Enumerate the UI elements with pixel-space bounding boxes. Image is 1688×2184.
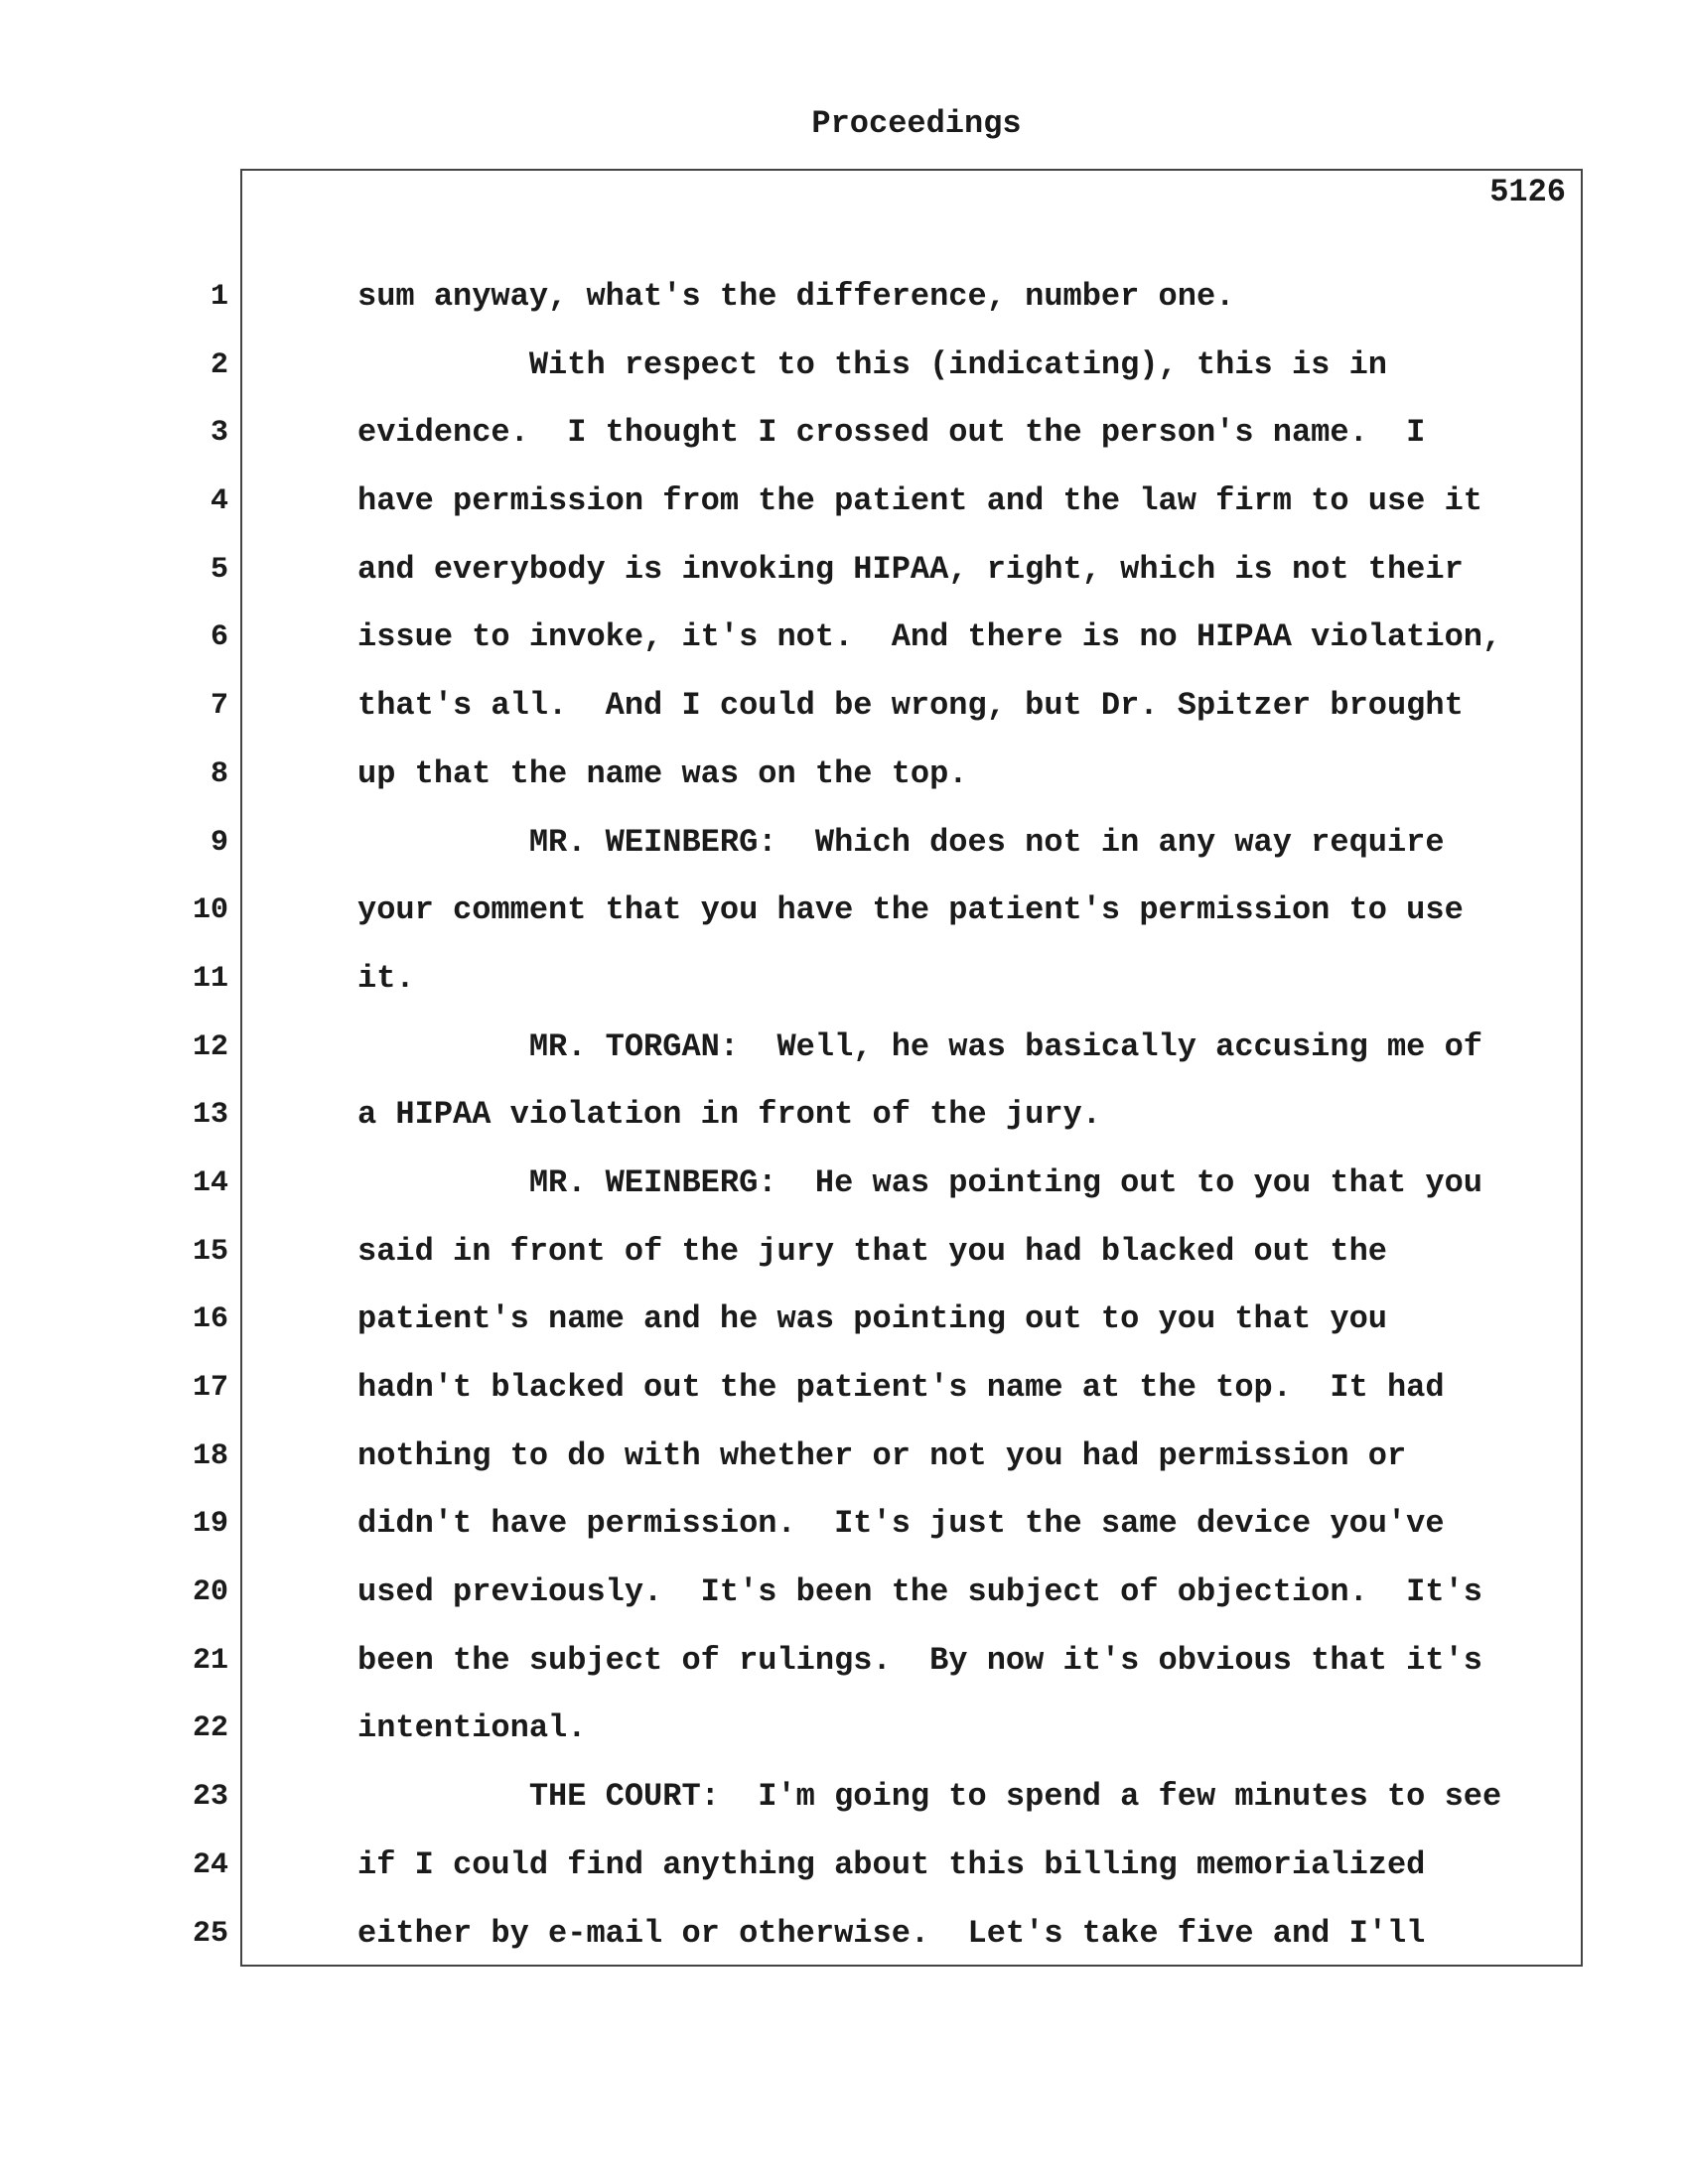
line-text: didn't have permission. It's just the same device you've	[357, 1505, 1445, 1543]
line-text: used previously. It's been the subject of objection. It's	[357, 1573, 1482, 1611]
page-number: 5126	[1489, 174, 1566, 210]
transcript-line	[0, 1087, 1688, 1156]
line-number: 19	[192, 1507, 228, 1542]
line-number: 17	[192, 1371, 228, 1405]
line-text: patient's name and he was pointing out to you that you	[357, 1300, 1387, 1338]
line-text: up that the name was on the top.	[357, 754, 968, 792]
line-number: 11	[192, 961, 228, 996]
line-number: 14	[192, 1165, 228, 1200]
transcript-line	[0, 1429, 1688, 1497]
line-text: either by e-mail or otherwise. Let's take five and I'll	[357, 1914, 1426, 1952]
line-number: 6	[210, 620, 228, 655]
line-text: that's all. And I could be wrong, but Dr. Spitzer brought	[357, 687, 1464, 725]
transcript-line	[0, 678, 1688, 747]
line-text: evidence. I thought I crossed out the person's name. I	[357, 414, 1426, 452]
transcript-line	[0, 1292, 1688, 1360]
transcript-line	[0, 610, 1688, 678]
line-number: 9	[210, 825, 228, 860]
transcript-line	[0, 1906, 1688, 1975]
line-number: 16	[192, 1302, 228, 1337]
line-text: have permission from the patient and the law firm to use it	[357, 482, 1482, 520]
line-text: intentional.	[357, 1709, 587, 1747]
line-number: 2	[210, 347, 228, 382]
line-text: MR. WEINBERG: Which does not in any way require	[357, 823, 1445, 861]
line-text: THE COURT: I'm going to spend a few minutes to see	[357, 1778, 1502, 1816]
transcript-line	[0, 1838, 1688, 1906]
line-number: 4	[210, 484, 228, 519]
line-number: 7	[210, 689, 228, 724]
line-text: if I could find anything about this billing memorialized	[357, 1845, 1426, 1883]
transcript-line	[0, 1701, 1688, 1769]
line-number: 8	[210, 756, 228, 791]
transcript-line	[0, 883, 1688, 951]
transcript-line	[0, 1633, 1688, 1702]
line-number: 24	[192, 1847, 228, 1882]
line-text: been the subject of rulings. By now it's obvious that it's	[357, 1641, 1482, 1679]
transcript-line	[0, 1496, 1688, 1565]
transcript-line	[0, 405, 1688, 474]
transcript-line	[0, 1360, 1688, 1429]
line-text: hadn't blacked out the patient's name at the top. It had	[357, 1369, 1445, 1406]
transcript-line	[0, 542, 1688, 611]
transcript-line	[0, 269, 1688, 338]
line-number: 20	[192, 1575, 228, 1610]
line-number: 25	[192, 1916, 228, 1951]
line-text: said in front of the jury that you had blacked out the	[357, 1232, 1387, 1270]
transcript-line	[0, 338, 1688, 406]
transcript-line	[0, 1769, 1688, 1838]
transcript-line	[0, 1565, 1688, 1633]
line-number: 12	[192, 1029, 228, 1064]
line-text: MR. WEINBERG: He was pointing out to you that you	[357, 1163, 1482, 1201]
line-text: sum anyway, what's the difference, number one.	[357, 278, 1235, 315]
line-number: 22	[192, 1711, 228, 1746]
line-number: 21	[192, 1643, 228, 1678]
line-number: 10	[192, 893, 228, 928]
line-number: 15	[192, 1234, 228, 1269]
line-number: 23	[192, 1780, 228, 1815]
line-text: nothing to do with whether or not you had permission or	[357, 1436, 1407, 1474]
transcript-line	[0, 1156, 1688, 1224]
transcript-line	[0, 815, 1688, 884]
transcript-line	[0, 1224, 1688, 1293]
page-title: Proceedings	[811, 105, 1022, 142]
transcript-line	[0, 1020, 1688, 1088]
line-text: and everybody is invoking HIPAA, right, which is not their	[357, 550, 1464, 588]
transcript-line	[0, 951, 1688, 1020]
line-text: MR. TORGAN: Well, he was basically accusing me of	[357, 1027, 1482, 1065]
line-text: With respect to this (indicating), this is in	[357, 345, 1387, 383]
line-text: a HIPAA violation in front of the jury.	[357, 1096, 1101, 1134]
line-text: it.	[357, 959, 415, 997]
line-text: issue to invoke, it's not. And there is no HIPAA violation,	[357, 618, 1502, 656]
line-number: 18	[192, 1438, 228, 1473]
line-number: 5	[210, 552, 228, 587]
line-text: your comment that you have the patient's permission to use	[357, 891, 1464, 929]
line-number: 13	[192, 1098, 228, 1133]
line-number: 3	[210, 416, 228, 451]
transcript-line	[0, 747, 1688, 815]
transcript-line	[0, 474, 1688, 542]
transcript-lines	[0, 269, 1688, 1974]
line-number: 1	[210, 280, 228, 314]
